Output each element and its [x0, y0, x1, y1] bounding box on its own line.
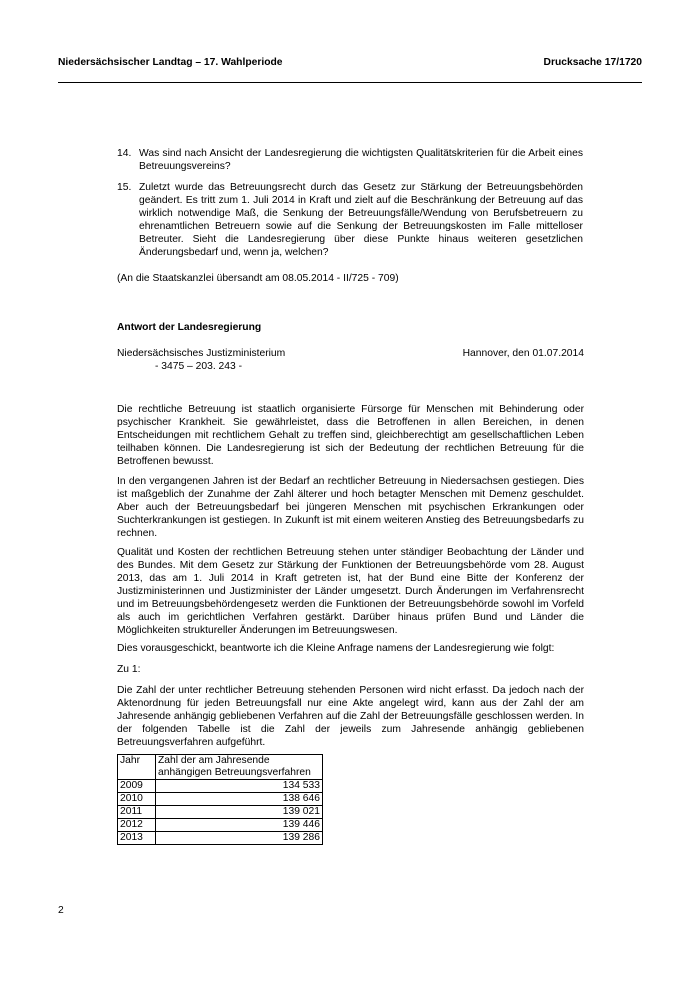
question-number: 15.: [117, 182, 132, 193]
table-cell-year: 2010: [118, 793, 156, 806]
table-cell-year: 2013: [118, 832, 156, 845]
question-number: 14.: [117, 148, 132, 159]
table-cell-year: 2011: [118, 806, 156, 819]
reference-number: - 3475 – 203. 243 -: [155, 361, 243, 372]
table-header-row: [118, 755, 323, 780]
table-cell-year: 2009: [118, 780, 156, 793]
ministry-line: [117, 347, 584, 360]
paragraph-3: Qualität und Kosten der rechtlichen Betreuung stehen unter ständiger Beobachtung der Länder und des Bundes. Mit dem Gesetz zur Stärkung der Funktionen der Betreuungsbehörde vom 28. August 2013, das am 1. Juli 2014 in Kraft getreten ist, hat der Bund eine Bitte der Konferenz der Justizministerinnen und Justizminister der Länder umgesetzt. Durch Änderungen im Verfahrensrecht und im Betreuungsbehördengesetz werden die Funktionen der Betreuungsbehörde sowohl im Vorfeld als auch im gerichtlichen Verfahren gestärkt. Darüber hinaus prüfen Bund und Länder die Möglichkeiten struktureller Änderungen im Betreuungswesen.: [117, 547, 584, 636]
paragraph-zu-1: Zu 1:: [117, 664, 141, 675]
question-text: Was sind nach Ansicht der Landesregierung die wichtigsten Qualitätskriterien für die Arbeit eines Betreuungsvereins?: [139, 148, 583, 172]
ministry-name: Niedersächsisches Justizministerium: [117, 348, 286, 359]
table-header-year: Jahr: [118, 755, 156, 780]
table-cell-value: 139 286: [156, 832, 323, 845]
betreuungsverfahren-table: [117, 754, 323, 845]
table-row: [118, 793, 323, 806]
table-cell-year: 2012: [118, 819, 156, 832]
table-cell-value: 139 021: [156, 806, 323, 819]
paragraph-1: Die rechtliche Betreuung ist staatlich organisierte Fürsorge für Menschen mit Behinderung oder psychischer Krankheit. Sie gewährleistet, dass die Betroffenen in allen Bereichen, in denen Entscheidungen mit rechtlichem Gehalt zu treffen sind, gleichberechtigt am gesellschaftlichen Leben teilhaben können. Die Landesregierung ist sich der Bedeutung der rechtlichen Betreuung für die Betroffenen bewusst.: [117, 404, 584, 467]
answer-heading: Antwort der Landesregierung: [117, 322, 262, 333]
table-cell-value: 134 533: [156, 780, 323, 793]
table-cell-value: 138 646: [156, 793, 323, 806]
place-date: Hannover, den 01.07.2014: [462, 348, 584, 359]
paragraph-5: Die Zahl der unter rechtlicher Betreuung stehenden Personen wird nicht erfasst. Da jedoch nach der Aktenordnung für jeden Betreuungsfall nur eine Akte angelegt wird, kann aus der Zahl der am Jahresende anhängig gebliebenen Verfahren auf die Zahl der Betreuungsfälle geschlossen werden. In der folgenden Tabelle ist die Zahl der jeweils zum Jahresende anhängig gebliebenen Betreuungsverfahren aufgeführt.: [117, 685, 584, 748]
question-15: [117, 181, 583, 259]
paragraph-4: Dies vorausgeschickt, beantworte ich die Kleine Anfrage namens der Landesregierung wie folgt:: [117, 643, 555, 654]
header-title: Niedersächsischer Landtag – 17. Wahlperiode: [58, 57, 283, 68]
question-14: [117, 147, 583, 173]
paragraph-2: In den vergangenen Jahren ist der Bedarf an rechtlicher Betreuung in Niedersachsen gestiegen. Dies ist maßgeblich der Zunahme der Zahl älterer und hoch betagter Menschen mit Demenz geschuldet. Aber auch der Betreuungsbedarf bei jüngeren Menschen mit psychischen Erkrankungen oder Suchterkrankungen ist gestiegen. In Zukunft ist mit einem weiteren Anstieg des Betreuungsbedarfs zu rechnen.: [117, 476, 584, 539]
document-number: Drucksache 17/1720: [543, 57, 642, 68]
sent-note: (An die Staatskanzlei übersandt am 08.05.2014 - II/725 - 709): [117, 273, 399, 284]
table-row: [118, 819, 323, 832]
table-cell-value: 139 446: [156, 819, 323, 832]
question-text: Zuletzt wurde das Betreuungsrecht durch das Gesetz zur Stärkung der Betreuungsbehörden geändert. Es tritt zum 1. Juli 2014 in Kraft und zielt auf die Beschränkung der Betreuung auf das wirklich notwendige Maß, die Senkung der Betreuungsfälle/Wendung von Berufsbetreuern zu ehrenamtlichen Betreuern sowie auf die Senkung der Betreuungskosten im Falle mittelloser Betreuter. Sieht die Landesregierung über diese Punkte hinaus weiteren gesetzlichen Änderungsbedarf und, wenn ja, welchen?: [139, 182, 583, 258]
page-header: [58, 56, 642, 70]
table-header-count: Zahl der am Jahresende anhängigen Betreuungsverfahren: [156, 755, 323, 780]
table-row: [118, 806, 323, 819]
page-number: 2: [58, 905, 64, 916]
header-divider: [58, 82, 642, 83]
table-row: [118, 832, 323, 845]
table-row: [118, 780, 323, 793]
